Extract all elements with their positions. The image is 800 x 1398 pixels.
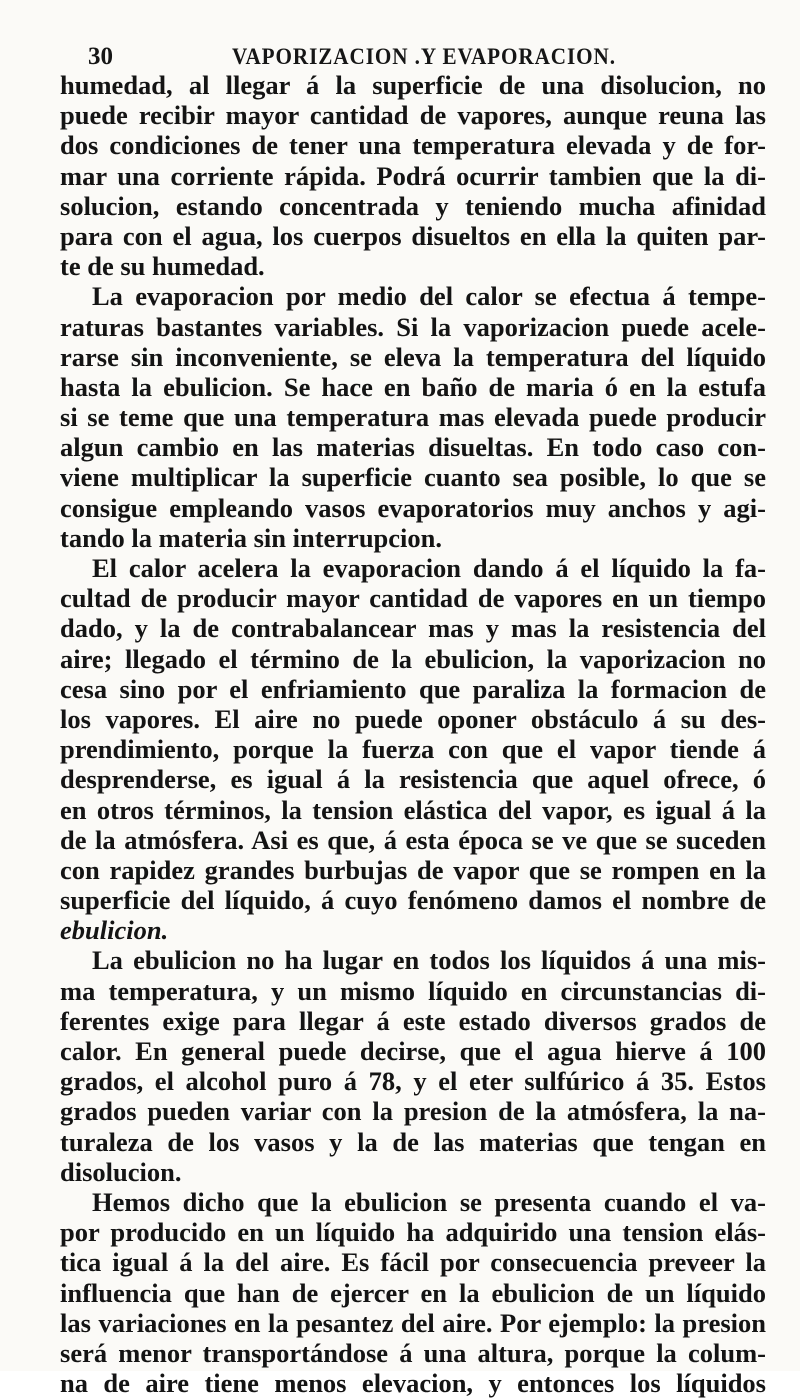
text-line: dado, y la de contrabalancear mas y mas la resistencia del	[60, 613, 766, 644]
page-header	[88, 40, 728, 74]
paragraph	[60, 945, 766, 1187]
text-line: consigue empleando vasos evaporatorios muy anchos y agi-	[60, 492, 766, 523]
text-line: de la atmósfera. Asi es que, á esta época se ve que se suceden	[60, 824, 766, 855]
page-number: 30	[88, 43, 113, 70]
text-line: mar una corriente rápida. Podrá ocurrir tambien que la di-	[60, 160, 766, 191]
text-line: influencia que han de ejercer en la ebulicion de un líquido	[60, 1277, 766, 1308]
text-line: na de aire tiene menos elevacion, y entonces los líquidos	[60, 1368, 766, 1398]
text-line: algun cambio en las materias disueltas. En todo caso con-	[60, 432, 766, 463]
text-line: con rapidez grandes burbujas de vapor que se rompen en la	[60, 854, 766, 885]
text-line: cultad de producir mayor cantidad de vapores en un tiempo	[60, 583, 766, 614]
body-text	[60, 70, 766, 1398]
text-line: La ebulicion no ha lugar en todos los líquidos á una mis-	[92, 945, 766, 976]
text-line: te de su humedad.	[60, 251, 265, 282]
text-line: puede recibir mayor cantidad de vapores, aunque reuna las	[60, 100, 766, 131]
text-line: los vapores. El aire no puede oponer obstáculo á su des-	[60, 703, 766, 734]
text-line: humedad, al llegar á la superficie de una disolucion, no	[60, 70, 766, 100]
emphasized-term: ebulicion.	[60, 915, 169, 946]
text-line: solucion, estando concentrada y teniendo mucha afinidad	[60, 190, 766, 221]
paragraph	[60, 1187, 766, 1398]
paragraph	[60, 281, 766, 553]
text-line: desprenderse, es igual á la resistencia que aquel ofrece, ó	[60, 764, 766, 795]
text-line: para con el agua, los cuerpos disueltos en ella la quiten par-	[60, 220, 766, 251]
text-line: El calor acelera la evaporacion dando á el líquido la fa-	[92, 553, 766, 583]
text-line: aire; llegado el término de la ebulicion, la vaporizacion no	[60, 643, 766, 674]
running-head: VAPORIZACION .Y EVAPORACION.	[232, 44, 616, 69]
text-line: La evaporacion por medio del calor se efectua á tempe-	[92, 281, 766, 312]
text-line: las variaciones en la pesantez del aire. Por ejemplo: la presion	[60, 1307, 766, 1338]
text-line: superficie del líquido, á cuyo fenómeno damos el nombre de	[60, 885, 766, 916]
text-line: turaleza de los vasos y la de las materias que tengan en	[60, 1126, 766, 1157]
text-line: disolucion.	[60, 1156, 182, 1187]
text-line: viene multiplicar la superficie cuanto sea posible, lo que se	[60, 462, 766, 493]
text-line: en otros términos, la tension elástica del vapor, es igual á la	[60, 794, 766, 825]
text-line: calor. En general puede decirse, que el agua hierve á 100	[60, 1036, 766, 1066]
text-line: ferentes exige para llegar á este estado diversos grados de	[60, 1005, 766, 1036]
text-line: tando la materia sin interrupcion.	[60, 522, 443, 553]
text-line: hasta la ebulicion. Se hace en baño de maria ó en la estufa	[60, 371, 766, 402]
text-line: cesa sino por el enfriamiento que paraliza la formacion de	[60, 673, 766, 704]
text-line: prendimiento, porque la fuerza con que el vapor tiende á	[60, 734, 766, 765]
text-line: será menor transportándose á una altura, porque la colum-	[60, 1337, 766, 1368]
text-line: Hemos dicho que la ebulicion se presenta cuando el va-	[92, 1186, 766, 1217]
paragraph	[60, 553, 766, 945]
text-line: ma temperatura, y un mismo líquido en circunstancias di-	[60, 975, 766, 1006]
paragraph	[60, 70, 766, 281]
text-line: rarse sin inconveniente, se eleva la temperatura del líquido	[60, 341, 766, 372]
text-line: si se teme que una temperatura mas elevada puede producir	[60, 402, 766, 433]
text-line: grados pueden variar con la presion de la atmósfera, la na-	[60, 1096, 766, 1127]
text-line: tica igual á la del aire. Es fácil por consecuencia preveer la	[60, 1247, 766, 1278]
text-line: por producido en un líquido ha adquirido una tension elás-	[60, 1217, 766, 1248]
text-line: raturas bastantes variables. Si la vaporizacion puede acele-	[60, 311, 766, 342]
text-line: dos condiciones de tener una temperatura elevada y de for-	[60, 130, 766, 161]
text-line: grados, el alcohol puro á 78, y el eter sulfúrico á 35. Estos	[60, 1066, 766, 1097]
